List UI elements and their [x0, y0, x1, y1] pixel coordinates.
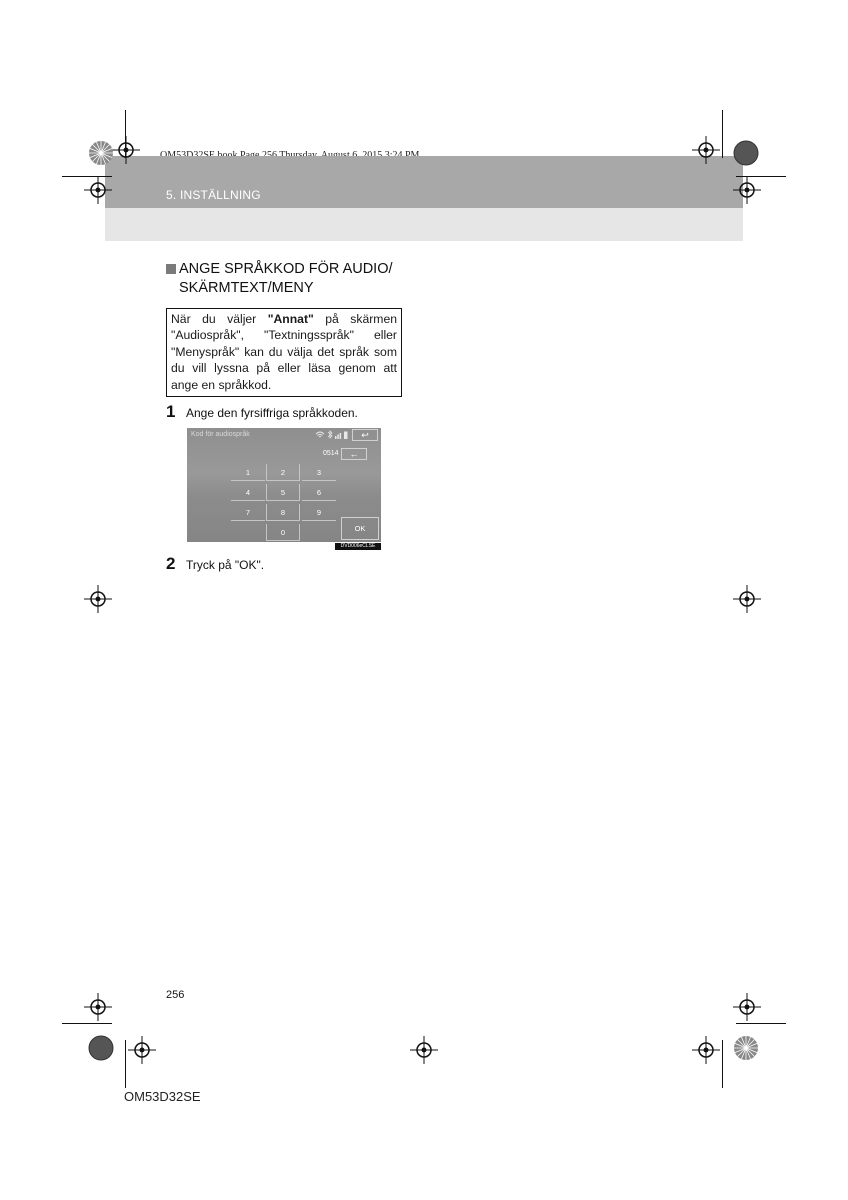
crop-mark-line [736, 176, 786, 177]
registration-mark-icon [112, 136, 140, 164]
section-heading: ANGE SPRÅKKOD FÖR AUDIO/ SKÄRMTEXT/MENY [179, 261, 393, 296]
step-1-text: Ange den fyrsiffriga språkkoden. [186, 406, 358, 420]
page-number: 256 [166, 989, 185, 1001]
crop-mark-line [125, 1040, 126, 1088]
starburst-target-icon [733, 1035, 759, 1066]
screen-status-icons [315, 430, 349, 442]
registration-mark-icon [692, 1036, 720, 1064]
registration-mark-icon [84, 176, 112, 204]
registration-mark-icon [733, 993, 761, 1021]
crop-mark-line [125, 110, 126, 158]
color-target-icon [88, 1035, 114, 1066]
key-6[interactable]: 6 [302, 484, 336, 501]
signal-bar-1 [335, 436, 337, 439]
registration-mark-icon [733, 585, 761, 613]
note-box [166, 308, 402, 397]
key-3[interactable]: 3 [302, 464, 336, 481]
key-8[interactable]: 8 [266, 504, 300, 521]
section-marker-icon [166, 264, 176, 274]
code-display: 0514 [323, 450, 339, 457]
key-1[interactable]: 1 [231, 464, 265, 481]
note-text-before: När du väljer [171, 312, 268, 326]
note-text-bold: "Annat" [267, 312, 314, 326]
back-button[interactable]: ↩ [352, 429, 378, 441]
crop-mark-line [62, 1023, 112, 1024]
registration-mark-icon [410, 1036, 438, 1064]
signal-bar-3 [340, 433, 342, 439]
screen-title: Kod för audiospråk [191, 431, 250, 438]
key-4[interactable]: 4 [231, 484, 265, 501]
registration-mark-icon [692, 136, 720, 164]
key-0[interactable]: 0 [266, 524, 300, 541]
step-1-number: 1 [166, 402, 176, 421]
registration-mark-icon [733, 176, 761, 204]
note-text-after: på skärmen "Audiospråk", "Textningsspråk" eller "Menyspråk" kan du välja det språk som du vill lyssna på eller läsa genom att ange en språkkod. [171, 312, 398, 392]
color-target-icon [733, 140, 759, 171]
crop-mark-line [62, 176, 112, 177]
key-9[interactable]: 9 [302, 504, 336, 521]
key-5[interactable]: 5 [266, 484, 300, 501]
key-7[interactable]: 7 [231, 504, 265, 521]
registration-mark-icon [84, 585, 112, 613]
crop-mark-line [722, 110, 723, 158]
ok-button[interactable]: OK [341, 517, 379, 540]
registration-mark-icon [128, 1036, 156, 1064]
crop-mark-line [736, 1023, 786, 1024]
crop-mark-line [722, 1040, 723, 1088]
registration-mark-icon [84, 993, 112, 1021]
battery-icon [344, 432, 348, 440]
screen-caption: DVD006eCLSE [335, 543, 381, 550]
bluetooth-icon [328, 431, 332, 438]
header-band-light [105, 208, 743, 241]
screen-illustration [187, 428, 381, 542]
status-icons-svg [315, 430, 349, 440]
step-2-number: 2 [166, 554, 176, 573]
footer-code: OM53D32SE [124, 1089, 201, 1104]
wifi-icon [316, 432, 324, 437]
chapter-title: 5. INSTÄLLNING [166, 188, 261, 202]
key-2[interactable]: 2 [266, 464, 300, 481]
backspace-button[interactable]: ← [341, 448, 367, 460]
step-2-text: Tryck på "OK". [186, 558, 265, 572]
starburst-target-icon [88, 140, 114, 171]
signal-bar-2 [337, 435, 339, 440]
